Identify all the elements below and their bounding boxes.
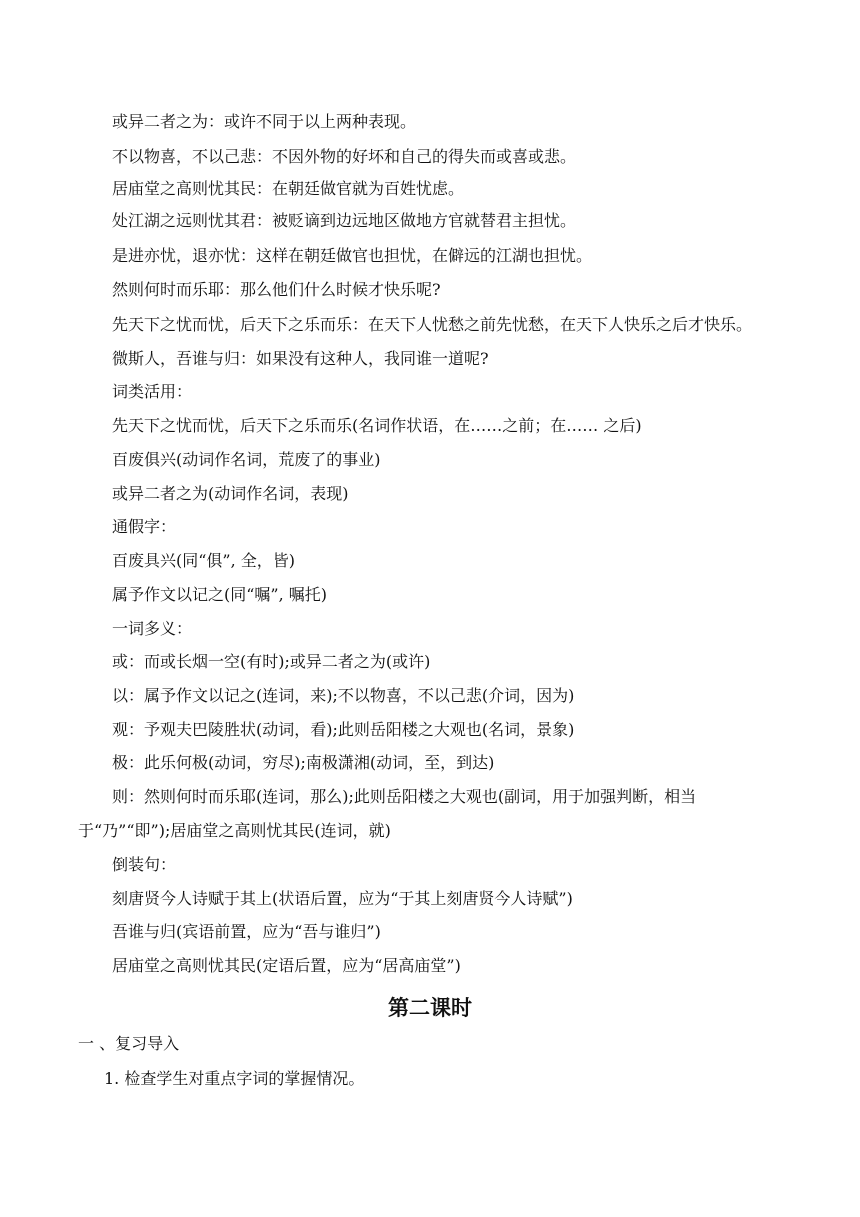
text-line: 观：予观夫巴陵胜状(动词，看);此则岳阳楼之大观也(名词，景象) [112,720,575,739]
text-line: 居庙堂之高则忧其民(定语后置，应为“居高庙堂”) [112,956,461,975]
text-line: 然则何时而乐耶：那么他们什么时候才快乐呢? [112,280,441,299]
text-line: 先天下之忧而忧，后天下之乐而乐(名词作状语，在……之前；在…… 之后) [112,416,642,435]
text-line: 或异二者之为：或许不同于以上两种表现。 [112,112,417,131]
text-line: 先天下之忧而忧，后天下之乐而乐：在天下人忧愁之前先忧愁，在天下人快乐之后才快乐。 [112,315,753,334]
text-line: 或：而或长烟一空(有时);或异二者之为(或许) [112,652,431,671]
text-line: 以：属予作文以记之(连词，来);不以物喜，不以己悲(介词，因为) [112,686,575,705]
text-line: 居庙堂之高则忧其民：在朝廷做官就为百姓忧虑。 [112,179,465,198]
subheading-inversion: 倒装句： [112,855,177,874]
text-line: 微斯人，吾谁与归：如果没有这种人，我同谁一道呢? [112,349,489,368]
text-line-continuation: 于“乃”“即”);居庙堂之高则忧其民(连词，就) [78,821,391,840]
subheading-tongjiazi: 通假字： [112,517,177,536]
text-line: 处江湖之远则忧其君：被贬谪到边远地区做地方官就替君主担忧。 [112,211,577,230]
text-line: 或异二者之为(动词作名词，表现) [112,484,349,503]
text-line: 极：此乐何极(动词，穷尽);南极潇湘(动词，至，到达) [112,753,495,772]
text-line: 不以物喜，不以己悲：不因外物的好坏和自己的得失而或喜或悲。 [112,147,577,166]
text-line: 刻唐贤今人诗赋于其上(状语后置，应为“于其上刻唐贤今人诗赋”) [112,889,573,908]
text-line: 是进亦忧，退亦忧：这样在朝廷做官也担忧，在僻远的江湖也担忧。 [112,246,593,265]
numbered-item: 1. 检查学生对重点字词的掌握情况。 [104,1069,365,1088]
subheading-word-class: 词类活用： [112,382,193,401]
text-line: 属予作文以记之(同“嘱”, 嘱托) [112,585,328,604]
text-line: 百废具兴(同“俱”, 全，皆) [112,551,296,570]
text-line: 吾谁与归(宾语前置，应为“吾与谁归”) [112,922,381,941]
subheading-polysemy: 一词多义： [112,619,193,638]
section-title: 一 、复习导入 [78,1034,180,1053]
text-line: 百废俱兴(动词作名词，荒废了的事业) [112,450,381,469]
lesson-heading: 第二课时 [388,995,472,1020]
text-line: 则：然则何时而乐耶(连词，那么);此则岳阳楼之大观也(副词，用于加强判断，相当 [112,787,697,806]
